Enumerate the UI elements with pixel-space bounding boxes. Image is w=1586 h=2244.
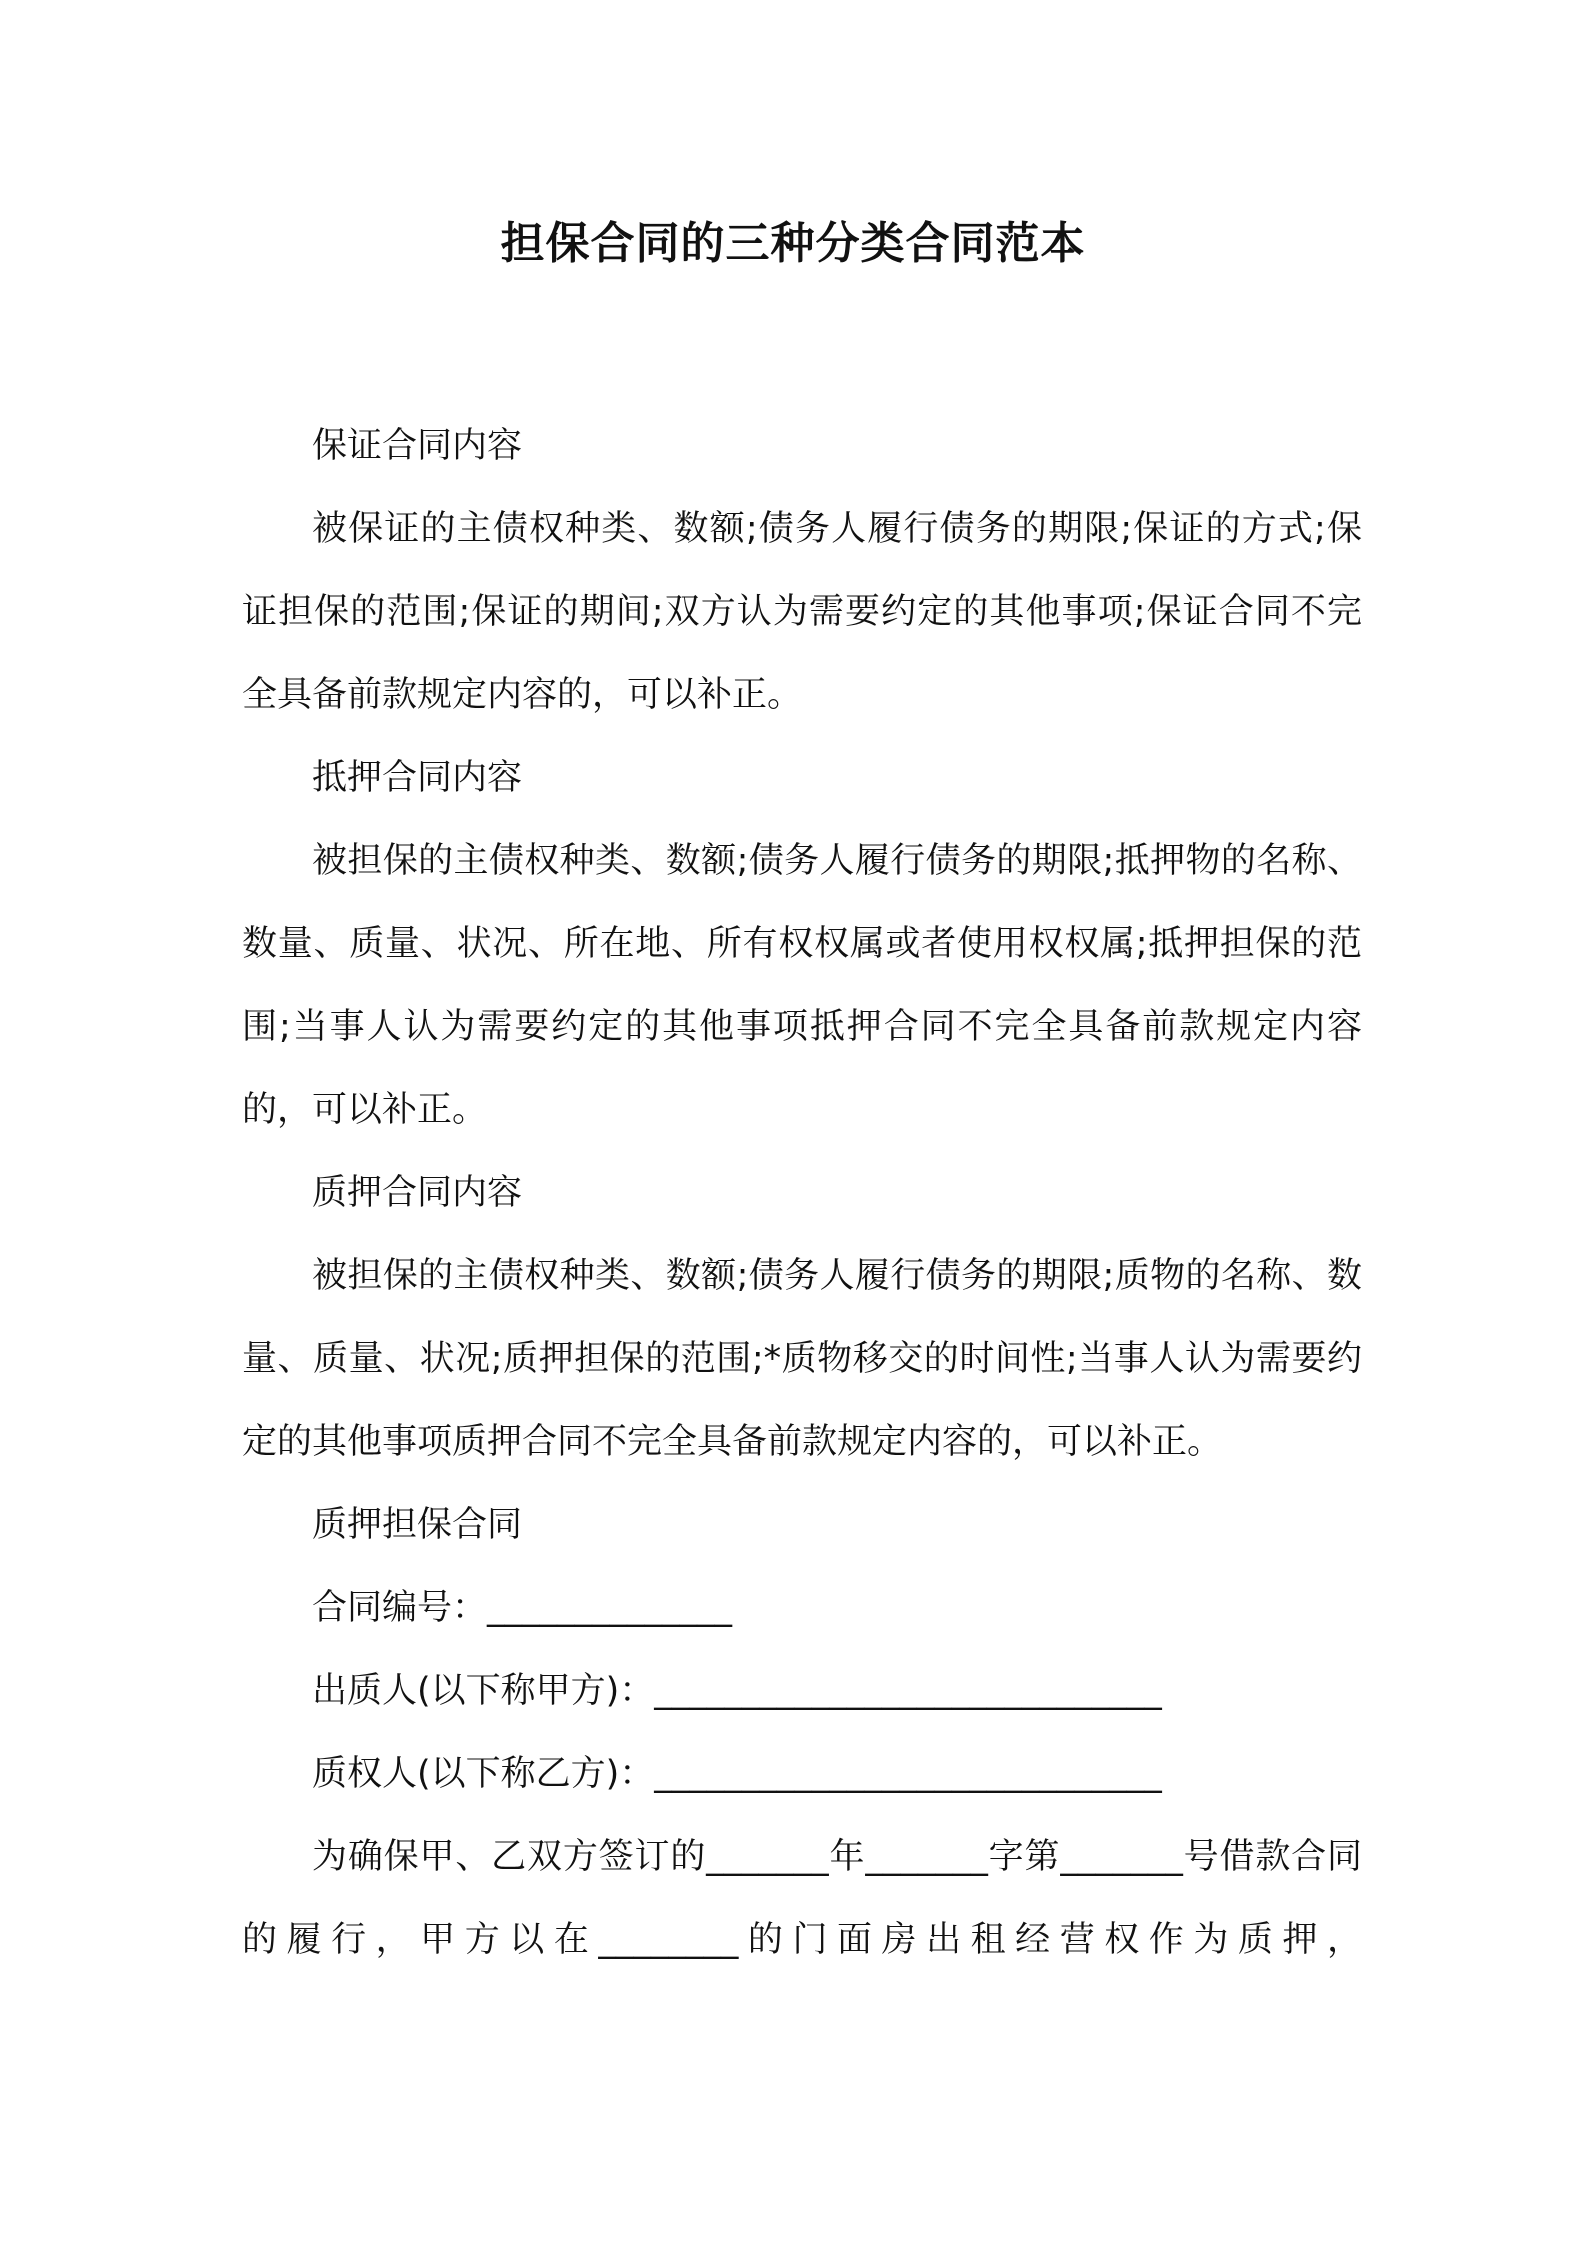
pledgor-line: 出质人(以下称甲方)：_____________________________	[312, 1671, 1162, 1711]
contract-number-line: 合同编号：______________	[312, 1588, 733, 1628]
paragraph-pledge-purpose: 为确保甲、乙双方签订的_______年_______字第_______号借款合同的履行，甲方以在________的门面房出租经营权作为质押，	[242, 1837, 1362, 1960]
paragraph-guarantee-content: 被保证的主债权种类、数额;债务人履行债务的期限;保证的方式;保证担保的范围;保证的期间;双方认为需要约定的其他事项;保证合同不完全具备前款规定内容的，可以补正。	[242, 509, 1362, 715]
document-title: 担保合同的三种分类合同范本	[500, 218, 1086, 269]
paragraph-pledge-content: 被担保的主债权种类、数额;债务人履行债务的期限;质物的名称、数量、质量、状况;质押担保的范围;*质物移交的时间性;当事人认为需要约定的其他事项质押合同不完全具备前款规定内容的，可以补正。	[242, 1256, 1362, 1462]
document-body	[242, 405, 1362, 1982]
pledgee-line: 质权人(以下称乙方)：_____________________________	[312, 1754, 1162, 1794]
section-heading-mortgage: 抵押合同内容	[312, 758, 523, 798]
section-heading-guarantee: 保证合同内容	[312, 426, 523, 466]
section-heading-pledge: 质押合同内容	[312, 1173, 523, 1213]
paragraph-mortgage-content: 被担保的主债权种类、数额;债务人履行债务的期限;抵押物的名称、数量、质量、状况、所在地、所有权权属或者使用权权属;抵押担保的范围;当事人认为需要约定的其他事项抵押合同不完全具备前款规定内容的，可以补正。	[242, 841, 1362, 1130]
section-heading-pledge-contract: 质押担保合同	[312, 1505, 523, 1545]
